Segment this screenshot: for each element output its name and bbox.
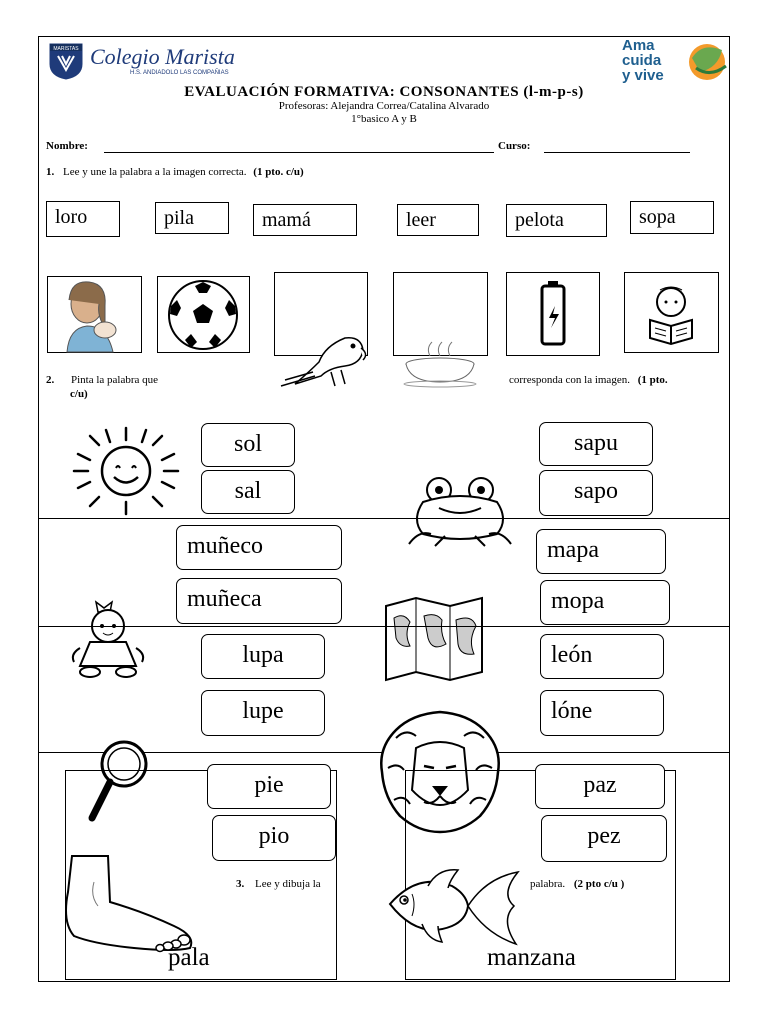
section3-text-right: palabra. [530,878,566,890]
section1-text: Lee y une la palabra a la imagen correcta. [63,166,247,178]
option-mopa[interactable]: mopa [540,580,670,625]
name-label: Nombre: [46,140,88,152]
section2-text-right: corresponda con la imagen. [509,374,630,386]
mother-baby-image [47,276,142,353]
option-pie[interactable]: pie [207,764,331,809]
word-box-sopa[interactable]: sopa [630,201,714,234]
section2-instruction-right [509,374,668,386]
frog-image [405,474,515,550]
option-muneca[interactable]: muñeca [176,578,342,624]
option-lupe[interactable]: lupe [201,690,325,736]
parrot-image [275,328,370,390]
option-paz[interactable]: paz [535,764,665,809]
fish-image [382,864,522,948]
draw-word-manzana: manzana [487,944,576,971]
draw-word-pala: pala [168,944,210,971]
section1-points: (1 pto. c/u) [253,166,304,178]
brand-text-1: Ama [622,37,655,54]
doll-image [66,596,152,678]
option-sapu[interactable]: sapu [539,422,653,466]
soup-bowl-image [400,338,480,388]
option-leon[interactable]: león [540,634,664,679]
name-field[interactable] [104,138,494,153]
word-box-mama[interactable]: mamá [253,204,357,236]
option-pio[interactable]: pio [212,815,336,861]
option-muneco[interactable]: muñeco [176,525,342,570]
grade-line: 1°basico A y B [351,113,417,125]
section3-instruction-right [530,878,624,890]
section2-text-left: Pinta la palabra que [71,374,159,386]
teachers-line: Profesoras: Alejandra Correa/Catalina Alvarado [278,100,490,112]
course-field[interactable] [544,138,690,153]
word-box-pelota[interactable]: pelota [506,204,607,237]
brand-text-2: cuida [622,52,662,69]
word-box-pila[interactable]: pila [155,202,229,234]
section2-points-cont: c/u) [70,388,88,400]
section3-instruction-left [236,878,321,890]
section1-number: 1. [46,166,55,178]
section3-points: (2 pto c/u ) [573,878,625,890]
world-map-image [380,594,488,684]
brand-logo [622,38,732,88]
sun-image [66,424,186,518]
word-box-leer[interactable]: leer [397,204,479,236]
child-reading-image [624,272,719,353]
row-divider-2 [38,626,730,627]
row-divider-1 [38,518,730,519]
option-sal[interactable]: sal [201,470,295,514]
foot-image [54,852,202,956]
option-sol[interactable]: sol [201,423,295,467]
school-subtitle: H.S. ANDIADOLO LAS COMPAÑIAS [130,70,229,76]
soccer-ball-image [157,276,250,353]
svg-text:MARISTAS: MARISTAS [53,46,79,52]
section2-instruction-left [46,374,158,386]
school-name: Colegio Marista [90,44,235,69]
brand-text-3: y vive [622,67,664,84]
page-title: EVALUACIÓN FORMATIVA: CONSONANTES (l-m-p-s) [184,84,584,100]
option-mapa[interactable]: mapa [536,529,666,574]
school-crest [48,42,84,80]
section3-number: 3. [236,878,245,890]
course-label: Curso: [498,140,531,152]
section3-text-left: Lee y dibuja la [255,878,321,890]
section1-instruction [46,166,304,178]
option-sapo[interactable]: sapo [539,470,653,516]
section2-points: (1 pto. [637,374,668,386]
section2-number: 2. [46,374,55,386]
option-lupa[interactable]: lupa [201,634,325,679]
option-pez[interactable]: pez [541,815,667,862]
battery-image [506,272,600,356]
word-box-loro[interactable]: loro [46,201,120,237]
option-lone[interactable]: lóne [540,690,664,736]
